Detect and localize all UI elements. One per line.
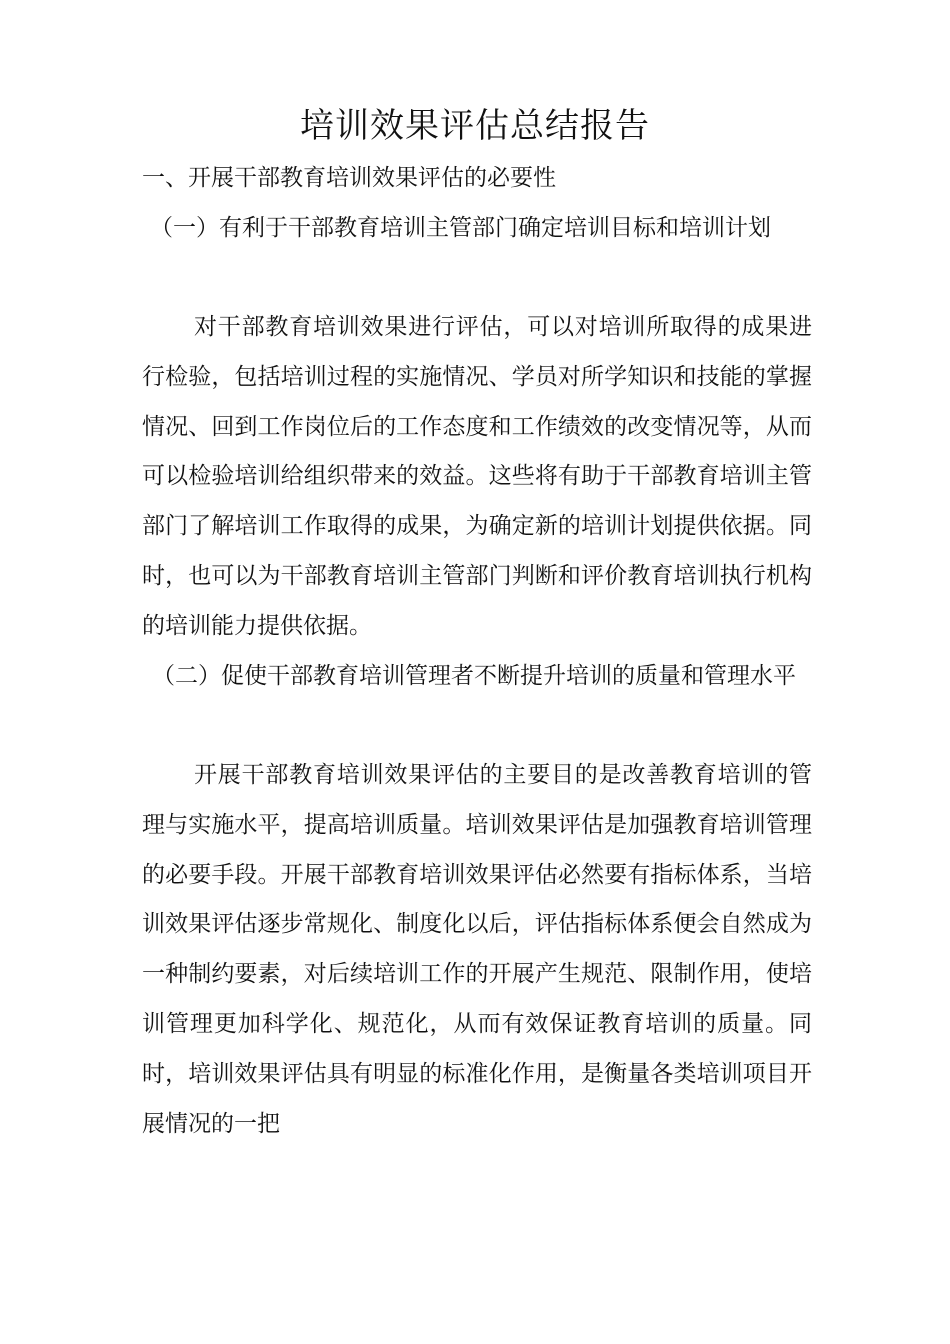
subsection-heading-quality: （二）促使干部教育培训管理者不断提升培训的质量和管理水平 xyxy=(152,663,796,689)
paragraph-management-quality: 开展干部教育培训效果评估的主要目的是改善教育培训的管理与实施水平，提高培训质量。培训效果评估是加强教育培训管理的必要手段。开展干部教育培训效果评估必然要有指标体系，当培训效果评估逐步常规化、制度化以后，评估指标体系便会自然成为一种制约要素，对后续培训工作的开展产生规范、限制作用，使培训管理更加科学化、规范化，从而有效保证教育培训的质量。同时，培训效果评估具有明显的标准化作用，是衡量各类培训项目开展情况的一把 xyxy=(142,762,812,1137)
subsection-heading-goals: （一）有利于干部教育培训主管部门确定培训目标和培训计划 xyxy=(150,215,771,241)
section-heading-necessity: 一、开展干部教育培训效果评估的必要性 xyxy=(142,165,556,191)
document-title: 培训效果评估总结报告 xyxy=(300,106,650,146)
paragraph-evaluation-results: 对干部教育培训效果进行评估，可以对培训所取得的成果进行检验，包括培训过程的实施情况、学员对所学知识和技能的掌握情况、回到工作岗位后的工作态度和工作绩效的改变情况等，从而可以检验培训给组织带来的效益。这些将有助于干部教育培训主管部门了解培训工作取得的成果，为确定新的培训计划提供依据。同时，也可以为干部教育培训主管部门判断和评价教育培训执行机构的培训能力提供依据。 xyxy=(142,314,812,639)
